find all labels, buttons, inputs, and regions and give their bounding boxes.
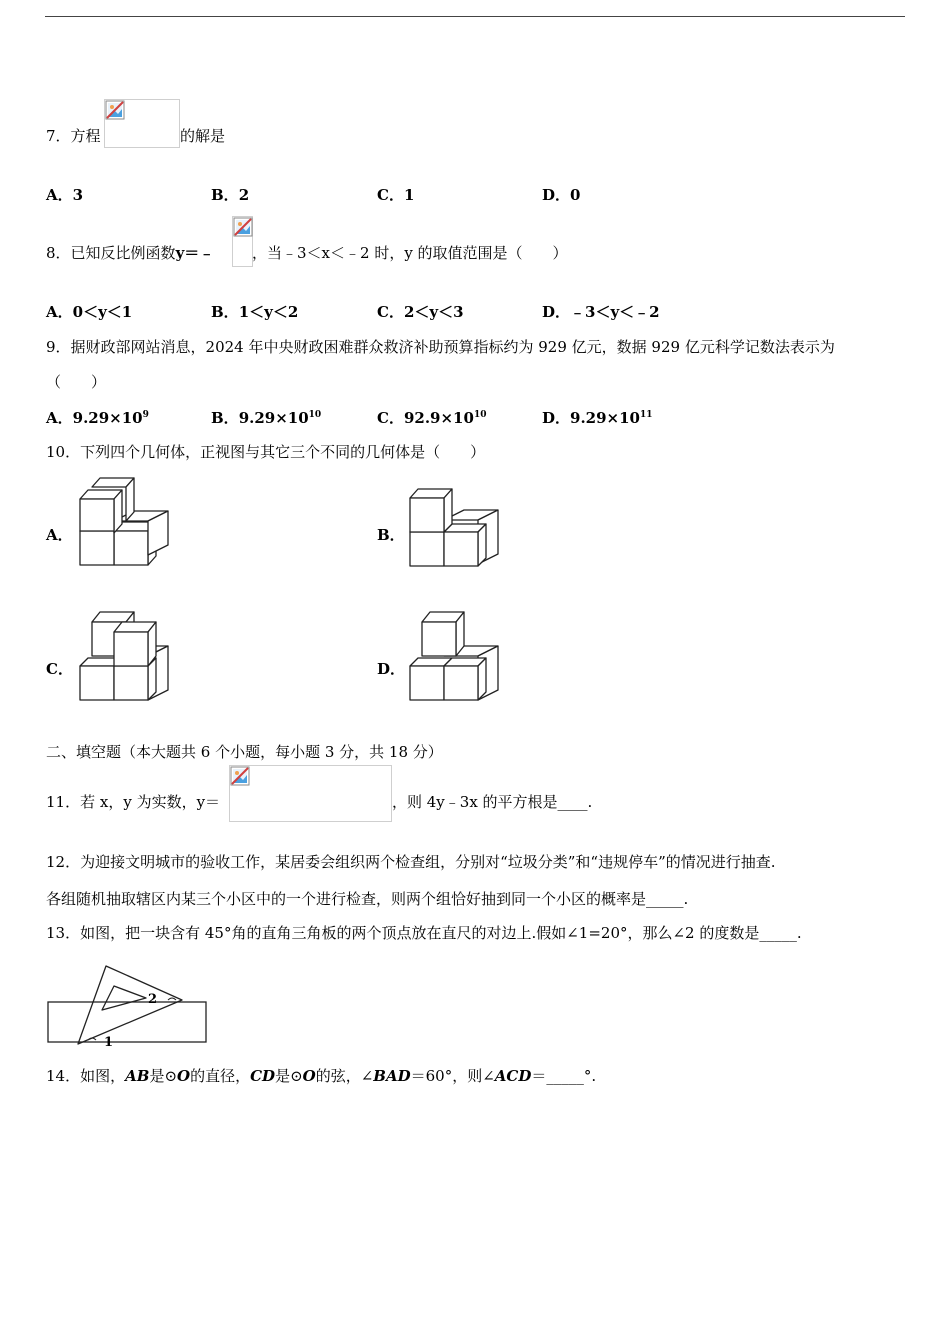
option-c: C．2＜y＜3 bbox=[377, 303, 464, 321]
figure-a-solid bbox=[76, 475, 172, 570]
option-b: B．1＜y＜2 bbox=[211, 303, 299, 321]
figure-label-c: C． bbox=[46, 660, 73, 678]
question-number: 13． bbox=[46, 924, 81, 942]
broken-image-icon bbox=[105, 100, 125, 120]
ruler bbox=[48, 1002, 206, 1042]
option-c: C．1 bbox=[377, 186, 415, 204]
question-text: 下列四个几何体，正视图与其它三个不同的几何体是（ ） bbox=[80, 443, 486, 461]
question-text-suffix: ，则 4y﹣3x 的平方根是____. bbox=[392, 793, 593, 811]
function-expression: y＝﹣ bbox=[175, 244, 215, 262]
question-number: 8． bbox=[46, 244, 71, 262]
set-square bbox=[78, 966, 182, 1044]
angle-1-label: 1 bbox=[104, 1035, 114, 1048]
question-10 bbox=[46, 442, 485, 462]
figure-label-b: B． bbox=[377, 526, 405, 544]
equation-image-placeholder bbox=[104, 99, 180, 148]
figure-label-a: A． bbox=[46, 526, 73, 544]
option-b: B．$9.29\times 10^{10}$ bbox=[211, 409, 322, 427]
question-text: 为迎接文明城市的验收工作，某居委会组织两个检查组，分别对“垃圾分类”和“违规停车”的情况进行抽查. bbox=[80, 853, 776, 871]
figure-c-solid bbox=[76, 608, 172, 704]
option-d: D．﹣3＜y＜﹣2 bbox=[542, 303, 660, 321]
question-number: 10． bbox=[46, 443, 81, 461]
figure-b-solid bbox=[406, 486, 502, 570]
broken-image-icon bbox=[233, 217, 253, 237]
fraction-image-placeholder bbox=[232, 216, 253, 267]
header-rule bbox=[45, 16, 905, 17]
angle-2-label: 2 bbox=[148, 992, 158, 1007]
figure-d-solid bbox=[406, 608, 502, 704]
option-c: C．$92.9\times 10^{10}$ bbox=[377, 409, 487, 427]
option-a: A．$9.29\times 10^9$ bbox=[46, 409, 149, 427]
question-9 bbox=[46, 337, 835, 357]
option-d: D．$9.29\times 10^{11}$ bbox=[542, 409, 653, 427]
question-14: 14．如图，AB是⊙O的直径，CD是⊙O的弦，∠BAD＝60°，则∠ACD＝_____°. bbox=[46, 1067, 597, 1085]
question-text-suffix: ，当﹣3＜x＜﹣2 时，y 的取值范围是（ ） bbox=[252, 244, 568, 262]
question-text-suffix: 的解是 bbox=[180, 127, 226, 145]
section-heading: 二、填空题（本大题共 6 个小题，每小题 3 分，共 18 分） bbox=[46, 743, 443, 761]
question-number: 11． bbox=[46, 793, 81, 811]
ruler-triangle-figure bbox=[44, 962, 210, 1048]
question-8 bbox=[46, 243, 214, 263]
figure-label-d: D． bbox=[377, 660, 406, 678]
question-number: 9． bbox=[46, 338, 71, 356]
question-text: 方程 bbox=[70, 127, 101, 145]
question-text: 若 x，y 为实数，y＝ bbox=[80, 793, 221, 811]
question-9-bracket: （ ） bbox=[46, 373, 107, 391]
question-12 bbox=[46, 852, 776, 872]
option-a: A．0＜y＜1 bbox=[46, 303, 133, 321]
option-a: A．3 bbox=[46, 186, 84, 204]
question-text: 已知反比例函数 bbox=[70, 244, 176, 262]
question-number: 12． bbox=[46, 853, 81, 871]
question-number: 14． bbox=[46, 1067, 81, 1085]
question-text: 如图，把一块含有 45°角的直角三角板的两个顶点放在直尺的对边上.假如∠1=20°，那么∠2 的度数是_____. bbox=[80, 924, 802, 942]
option-d: D．0 bbox=[542, 186, 581, 204]
question-text: 据财政部网站消息，2024 年中央财政困难群众救济补助预算指标约为 929 亿元，数据 929 亿元科学记数法表示为 bbox=[70, 338, 835, 356]
question-13 bbox=[46, 923, 802, 943]
question-number: 7． bbox=[46, 127, 71, 145]
question-7 bbox=[46, 126, 101, 146]
expression-image-placeholder bbox=[229, 765, 392, 822]
option-b: B．2 bbox=[211, 186, 250, 204]
broken-image-icon bbox=[230, 766, 250, 786]
question-12-line2: 各组随机抽取辖区内某三个小区中的一个进行检查，则两个组恰好抽到同一个小区的概率是_____. bbox=[46, 890, 689, 908]
question-11 bbox=[46, 792, 220, 812]
